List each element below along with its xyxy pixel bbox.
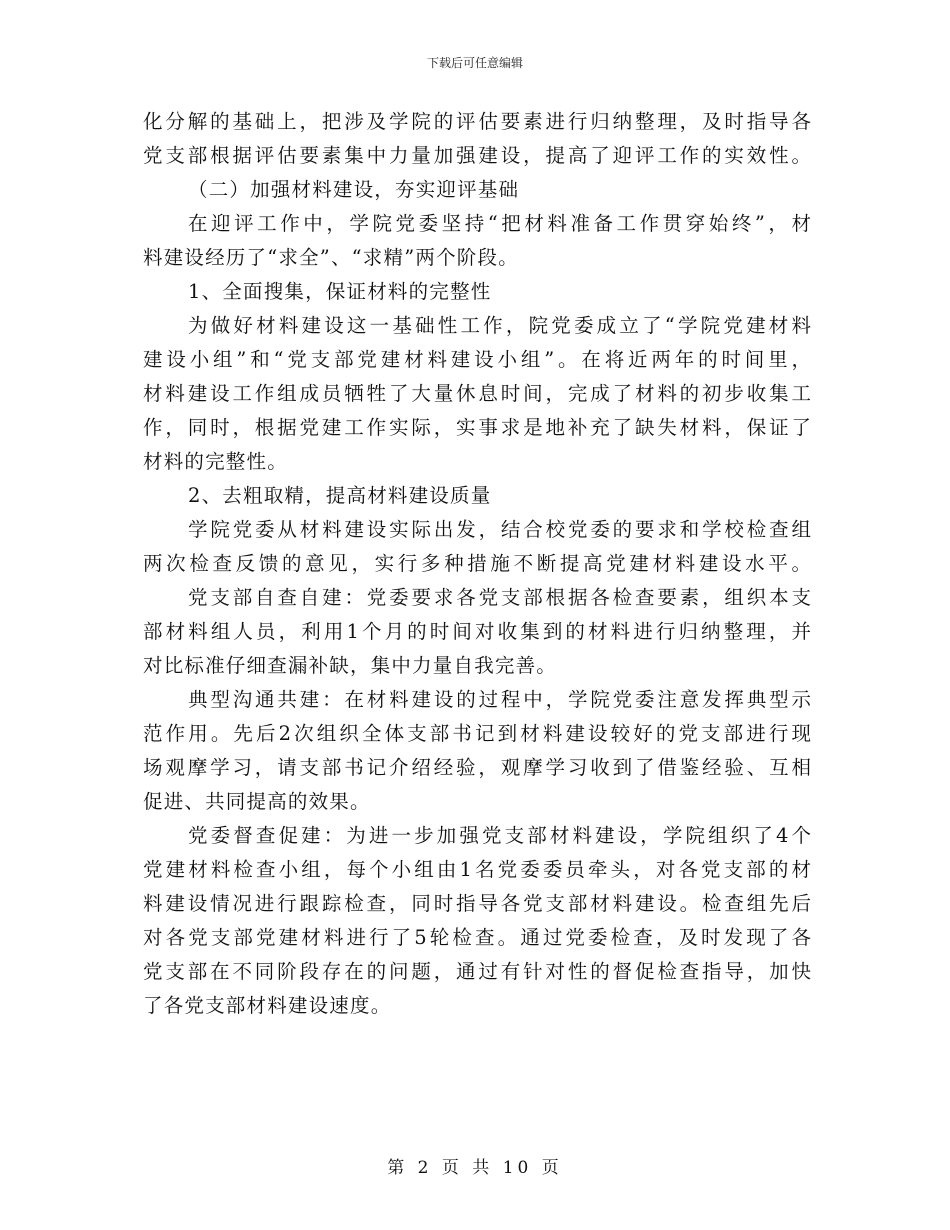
- paragraph-line: 料建设经历了“求全”、“求精”两个阶段。: [143, 246, 519, 269]
- paragraph-line: 料建设情况进行跟踪检查，同时指导各党支部材料建设。检查组先后: [143, 892, 811, 915]
- paragraph-line: 党支部在不同阶段存在的问题，通过有针对性的督促检查指导，加快: [143, 960, 811, 983]
- page-footer: 第 2 页 共 10 页: [387, 1158, 563, 1178]
- section-heading: （二）加强材料建设，夯实迎评基础: [188, 178, 520, 201]
- paragraph-line: 对比标准仔细查漏补缺，集中力量自我完善。: [143, 654, 558, 677]
- page-header: 下载后可任意编辑: [426, 56, 523, 70]
- paragraph-line: 学院党委从材料建设实际出发，结合校党委的要求和学校检查组: [188, 518, 811, 541]
- paragraph-line: 两次检查反馈的意见，实行多种措施不断提高党建材料建设水平。: [143, 552, 811, 575]
- paragraph-line: 部材料组人员，利用1个月的时间对收集到的材料进行归纳整理，并: [143, 620, 811, 643]
- paragraph-line: 典型沟通共建：在材料建设的过程中，学院党委注意发挥典型示: [188, 688, 811, 711]
- paragraph-line: 材料建设工作组成员牺牲了大量休息时间，完成了材料的初步收集工: [143, 382, 811, 405]
- paragraph-line: 材料的完整性。: [143, 450, 288, 473]
- paragraph-line: 了各党支部材料建设速度。: [143, 994, 392, 1017]
- paragraph-line: 化分解的基础上，把涉及学院的评估要素进行归纳整理，及时指导各: [143, 110, 811, 133]
- document-body: [143, 105, 811, 1023]
- paragraph-line: 建设小组”和“党支部党建材料建设小组”。在将近两年的时间里，: [143, 348, 811, 371]
- paragraph-line: 作，同时，根据党建工作实际，实事求是地补充了缺失材料，保证了: [143, 416, 811, 439]
- paragraph-line: 范作用。先后2次组织全体支部书记到材料建设较好的党支部进行现: [143, 722, 811, 745]
- paragraph-line: 场观摩学习，请支部书记介绍经验，观摩学习收到了借鉴经验、互相: [143, 756, 811, 779]
- paragraph-line: 对各党支部党建材料进行了5轮检查。通过党委检查，及时发现了各: [143, 926, 811, 949]
- subsection-heading: 2、去粗取精，提高材料建设质量: [188, 484, 492, 507]
- paragraph-line: 党支部自查自建：党委要求各党支部根据各检查要素，组织本支: [188, 586, 811, 609]
- paragraph-line: 促进、共同提高的效果。: [143, 790, 371, 813]
- paragraph-line: 党支部根据评估要素集中力量加强建设，提高了迎评工作的实效性。: [143, 144, 811, 167]
- paragraph-line: 党建材料检查小组，每个小组由1名党委委员牵头，对各党支部的材: [143, 858, 811, 881]
- paragraph-line: 在迎评工作中，学院党委坚持“把材料准备工作贯穿始终”，材: [188, 212, 811, 235]
- subsection-heading: 1、全面搜集，保证材料的完整性: [188, 280, 492, 303]
- paragraph-line: 党委督查促建：为进一步加强党支部材料建设，学院组织了4个: [188, 824, 811, 847]
- paragraph-line: 为做好材料建设这一基础性工作，院党委成立了“学院党建材料: [188, 314, 811, 337]
